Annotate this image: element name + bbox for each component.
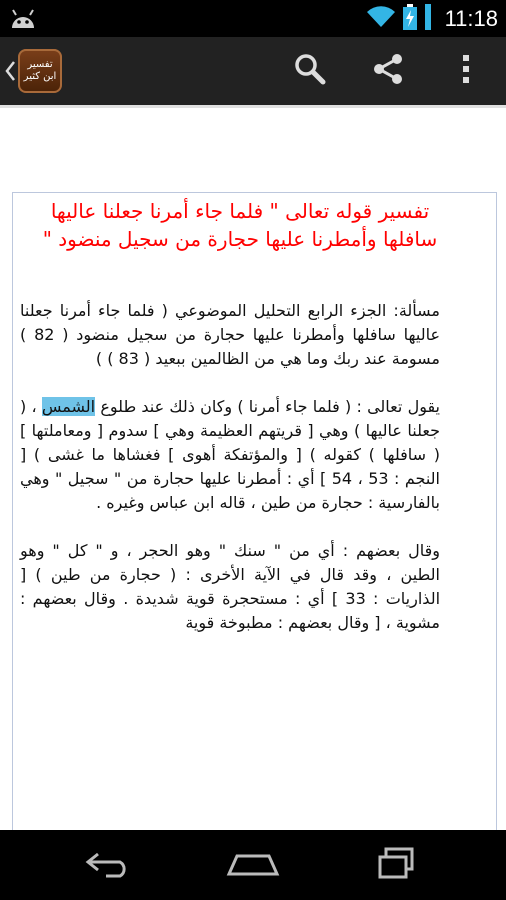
back-button[interactable] [80, 848, 140, 882]
home-icon [225, 848, 281, 882]
paragraph-3: وقال بعضهم : أي من " سنك " وهو الحجر ، و " كل " وهو الطين ، وقد قال في الآية الأخرى : ( حجارة من طين ) [ الذاريات : 33 ] أي : مستحجرة قوية شديدة . وقال بعضهم : مشوية ، [ وقال بعضهم : مطبوخة قوية [20, 541, 441, 632]
search-icon [293, 52, 327, 90]
content-area[interactable] [0, 108, 506, 830]
status-bar [0, 0, 506, 37]
article-heading: تفسير قوله تعالى " فلما جاء أمرنا جعلنا عاليها سافلها وأمطرنا عليها حجارة من سجيل منضود " [42, 199, 438, 251]
home-button[interactable] [223, 848, 283, 882]
paragraph-1: مسألة: الجزء الرابع التحليل الموضوعي ( فلما جاء أمرنا جعلنا عاليها سافلها وأمطرنا عليها حجارة من سجيل منضود ( 82 ) مسومة عند ربك وما هي من الظالمين ببعيد ( 83 ) ) [20, 301, 441, 368]
status-icons [367, 0, 498, 37]
share-icon [371, 52, 405, 90]
overflow-menu-icon [461, 53, 471, 89]
signal-icon [425, 4, 431, 34]
back-icon [84, 848, 136, 882]
battery-charging-icon [403, 4, 417, 34]
selected-text-highlight[interactable]: الشمس [41, 397, 96, 416]
navigation-bar [0, 830, 506, 900]
overflow-menu-button[interactable] [446, 51, 486, 91]
search-button[interactable] [290, 51, 330, 91]
app-icon-subtitle: ابن كثير [23, 71, 57, 82]
paragraph-2 [20, 395, 440, 515]
clock: 11:18 [444, 5, 498, 31]
paragraph-2-rest: ، ( جعلنا عاليها ) وهي [ قريتهم العظيمة وهي ] سدوم [ ومعاملتها ] ( سافلها ) كقوله ) [ والمؤتفكة أهوى ] فغشاها ما غشى ) [ النجم : 53 ، 54 ] أي : أمطرنا عليها حجارة من " سجيل " وهي بالفارسية : حجارة من طين ، قاله ابن عباس وغيره . [20, 397, 440, 512]
recents-icon [376, 847, 416, 883]
article-text[interactable] [20, 193, 440, 635]
up-chevron-icon[interactable] [4, 59, 16, 83]
action-bar [0, 37, 506, 105]
recents-button[interactable] [366, 848, 426, 882]
app-icon-title: تفسير [27, 59, 53, 70]
wifi-icon [367, 6, 395, 32]
app-icon[interactable] [18, 49, 62, 93]
share-button[interactable] [368, 51, 408, 91]
android-icon [8, 6, 38, 34]
paragraph-2-start: يقول تعالى : ( فلما جاء أمرنا ) وكان ذلك عند طلوع [95, 397, 440, 416]
